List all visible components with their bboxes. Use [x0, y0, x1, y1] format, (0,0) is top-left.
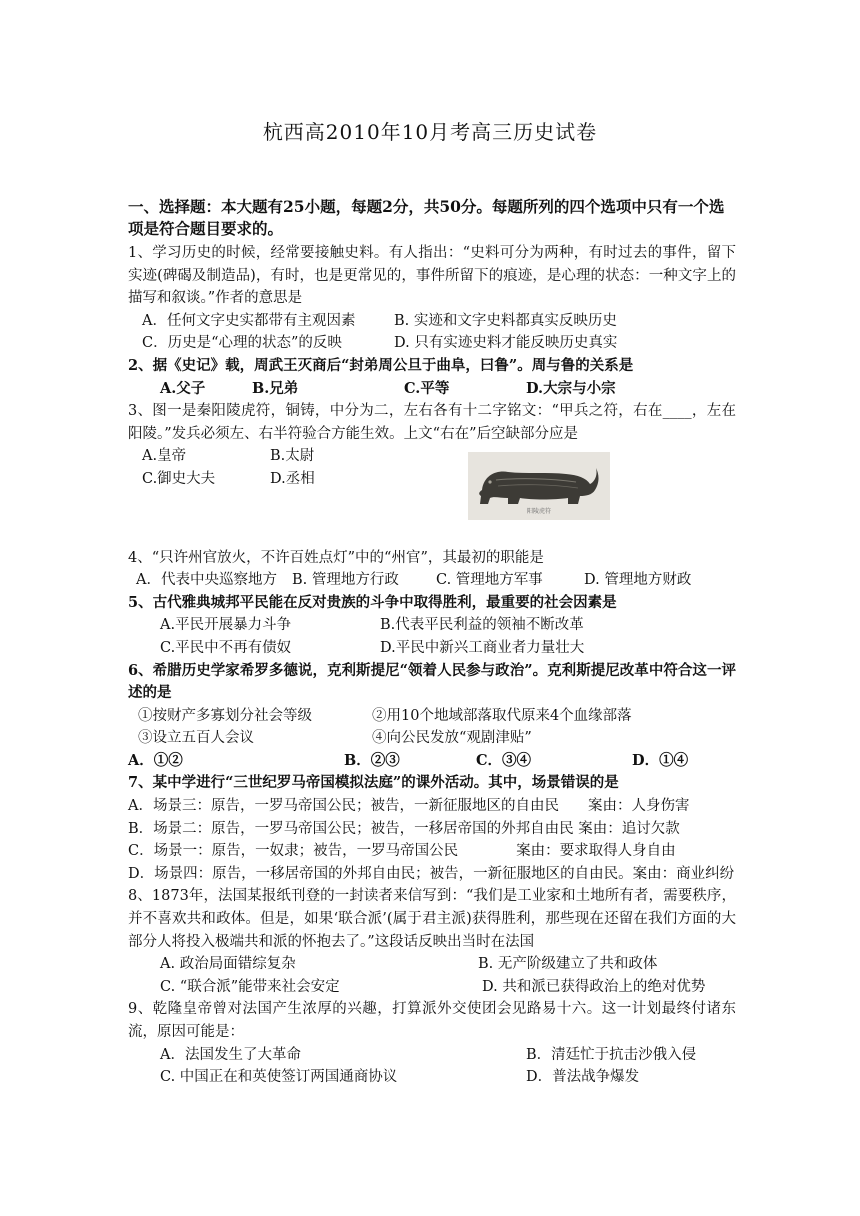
option-8c: C. “联合派”能带来社会安定 — [160, 978, 340, 995]
item-6-3: ③设立五百人会议 — [138, 730, 254, 747]
option-4b: B. 管理地方行政 — [292, 572, 399, 589]
option-3c: C.御史大夫 — [142, 470, 216, 487]
option-2a: A.父子 — [160, 379, 206, 397]
question-3-options-row-2 — [128, 468, 736, 491]
option-9c: C. 中国正在和英使签订两国通商协议 — [160, 1069, 398, 1086]
option-5b: B.代表平民利益的领袖不断改革 — [380, 617, 584, 634]
figure-caption: 阳陵虎符 — [526, 508, 551, 515]
question-4-options — [128, 569, 736, 592]
question-6-items-row-2 — [128, 727, 736, 750]
option-7d: D．场景四：原告，一移居帝国的外邦自由民；被告，一新征服地区的自由民。案由：商业纠纷 — [128, 865, 735, 882]
option-6d: D．①④ — [632, 751, 689, 769]
option-3d: D.丞相 — [270, 470, 315, 487]
tiger-tally-figure — [468, 452, 610, 520]
exam-title: 杭西高2010年10月考高三历史试卷 — [262, 120, 598, 144]
exam-content — [128, 196, 736, 1089]
question-7-stem: 7、某中学进行“三世纪罗马帝国模拟法庭”的课外活动。其中，场景错误的是 — [128, 774, 619, 792]
question-2-options — [128, 378, 736, 401]
question-6-options — [128, 750, 736, 773]
question-6-items-row-1 — [128, 705, 736, 728]
option-1d: D. 只有实迹史料才能反映历史真实 — [394, 335, 618, 352]
option-5d: D.平民中新兴工商业者力量壮大 — [380, 639, 585, 656]
option-8b: B. 无产阶级建立了共和政体 — [478, 956, 658, 973]
question-9-options-row-2 — [128, 1066, 736, 1089]
option-9d: D．普法战争爆发 — [526, 1069, 640, 1086]
question-8-stem: 8、1873年，法国某报纸刊登的一封读者来信写到：“我们是工业家和土地所有者，需要秩序，并不喜欢共和政体。但是，如果‘联合派’(属于君主派)获得胜利，那些现在还留在我们方面的大部分人将投入极端共和派的怀抱去了。”这段话反映出当时在法国 — [128, 888, 736, 950]
option-8d: D. 共和派已获得政治上的绝对优势 — [482, 978, 706, 995]
question-5-options-row-2 — [128, 637, 736, 660]
question-1-stem: 1、学习历史的时候，经常要接触史料。有人指出：“史料可分为两种，有时过去的事件，留下实迹(碑碣及制造品)，有时，也是更常见的，事件所留下的痕迹，是心理的状态：一种文字上的描写和叙谈。”作者的意思是 — [128, 245, 736, 307]
option-1a: A．任何文字史实都带有主观因素 — [142, 312, 356, 329]
option-2c: C.平等 — [404, 379, 450, 397]
option-7c: C．场景一：原告，一奴隶；被告，一罗马帝国公民 案由：要求取得人身自由 — [128, 843, 676, 860]
option-6a: A．①② — [128, 751, 183, 769]
question-9-options-row-1 — [128, 1044, 736, 1067]
option-3b: B.太尉 — [270, 448, 315, 465]
option-7a: A．场景三：原告，一罗马帝国公民；被告，一新征服地区的自由民 案由：人身伤害 — [128, 798, 690, 815]
question-4-stem: 4、“只许州官放火，不许百姓点灯”中的“州官”，其最初的职能是 — [128, 549, 544, 566]
option-1c: C．历史是“心理的状态”的反映 — [142, 335, 342, 352]
option-1b: B. 实迹和文字史料都真实反映历史 — [394, 312, 617, 329]
question-2-stem: 2、据《史记》载，周武王灭商后“封弟周公旦于曲阜，曰鲁”。周与鲁的关系是 — [128, 356, 634, 374]
item-6-1: ①按财产多寡划分社会等级 — [138, 707, 312, 724]
option-4c: C. 管理地方军事 — [436, 572, 543, 589]
option-2b: B.兄弟 — [252, 379, 299, 397]
figure-spacer — [128, 491, 736, 547]
question-3-options-row-1 — [128, 445, 736, 468]
question-9-stem: 9、乾隆皇帝曾对法国产生浓厚的兴趣，打算派外交使团会见路易十六。这一计划最终付诸东流，原因可能是： — [128, 1001, 736, 1040]
option-5c: C.平民中不再有债奴 — [160, 639, 292, 656]
item-6-4: ④向公民发放“观剧津贴” — [372, 730, 532, 747]
option-6c: C．③④ — [476, 751, 532, 769]
section-heading: 一、选择题：本大题有25小题，每题2分，共50分。每题所列的四个选项中只有一个选项是符合题目要求的。 — [128, 197, 725, 238]
option-5a: A.平民开展暴力斗争 — [160, 617, 292, 634]
option-6b: B．②③ — [344, 751, 400, 769]
option-4d: D. 管理地方财政 — [584, 572, 692, 589]
option-9b: B．清廷忙于抗击沙俄入侵 — [526, 1046, 697, 1063]
option-7b: B．场景二：原告，一罗马帝国公民；被告，一移居帝国的外邦自由民 案由：追讨欠款 — [128, 820, 680, 837]
option-4a: A．代表中央巡察地方 — [136, 572, 277, 589]
option-3a: A.皇帝 — [142, 448, 187, 465]
option-8a: A. 政治局面错综复杂 — [160, 956, 296, 973]
question-1-options-row-1 — [128, 310, 736, 333]
option-2d: D.大宗与小宗 — [526, 379, 616, 397]
question-5-options-row-1 — [128, 614, 736, 637]
question-8-options-row-1 — [128, 953, 736, 976]
question-3-stem: 3、图一是秦阳陵虎符，铜铸，中分为二，左右各有十二字铭文：“甲兵之符，右在____，左在阳陵。”发兵必须左、右半符验合方能生效。上文“右在”后空缺部分应是 — [128, 403, 736, 442]
question-6-stem: 6、希腊历史学家希罗多德说，克利斯提尼“领着人民参与政治”。克利斯提尼改革中符合这一评述的是 — [128, 661, 736, 702]
question-5-stem: 5、古代雅典城邦平民能在反对贵族的斗争中取得胜利，最重要的社会因素是 — [128, 593, 617, 611]
question-8-options-row-2 — [128, 976, 736, 999]
option-9a: A．法国发生了大革命 — [160, 1046, 301, 1063]
question-1-options-row-2 — [128, 332, 736, 355]
item-6-2: ②用10个地域部落取代原来4个血缘部落 — [372, 707, 632, 724]
